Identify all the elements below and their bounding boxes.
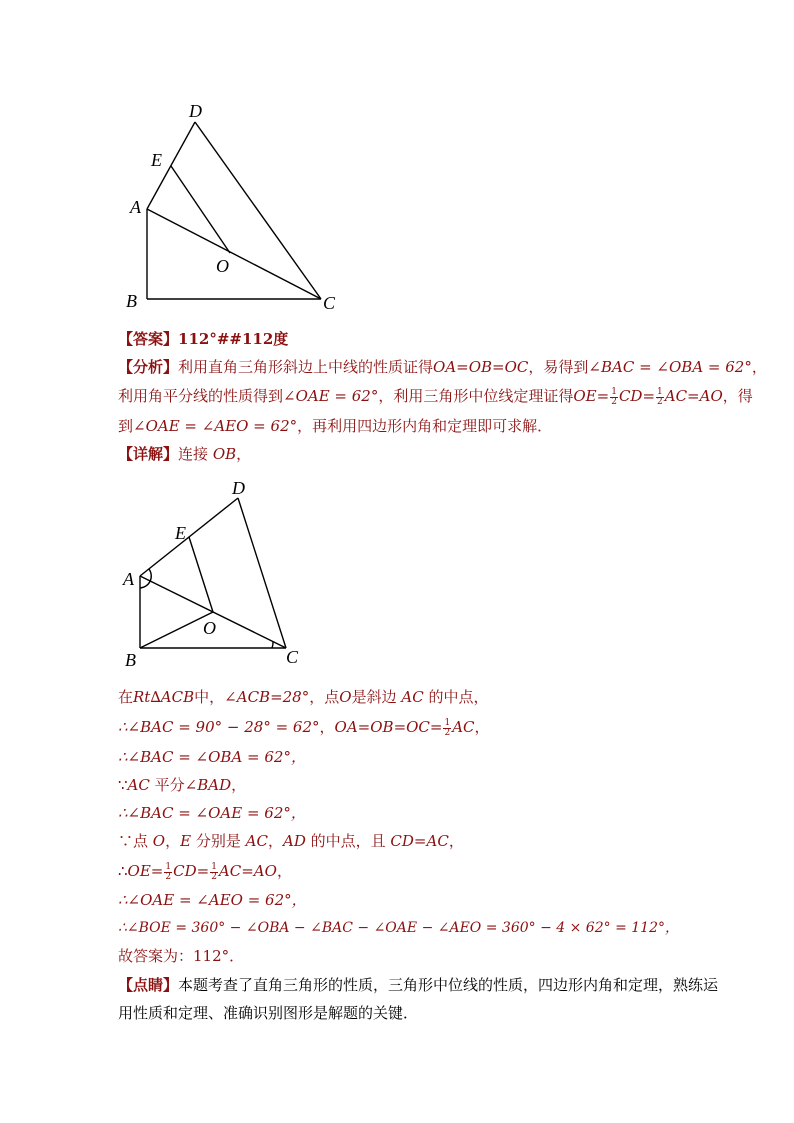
detail-text: ， <box>448 832 464 850</box>
detail-math: O <box>339 688 352 706</box>
label-c: C <box>286 647 299 667</box>
label-a: A <box>130 197 141 217</box>
detail-math: CD=AC <box>390 832 449 850</box>
detail-text: ， <box>276 862 292 880</box>
analysis-text: ，利用三角形中位线定理证得 <box>378 387 574 405</box>
detail-text: ∴ <box>118 862 128 880</box>
detail-text: ， <box>236 445 252 463</box>
detail-step-1 <box>118 687 488 707</box>
comment-line-2: 用性质和定理、准确识别图形是解题的关键． <box>118 1004 419 1022</box>
answer-tag: 【答案】 <box>118 330 179 348</box>
segment-eo <box>171 166 230 253</box>
segment-dc <box>238 498 286 648</box>
detail-math: AC <box>452 718 475 736</box>
comment-text: 本题考查了直角三角形的性质，三角形中位线的性质，四边形内角和定理，熟练运 <box>178 976 719 994</box>
analysis-text: ，得 <box>722 387 753 405</box>
final-answer: 112° <box>193 947 230 965</box>
figure-quadrilateral-1 <box>110 95 350 315</box>
detail-step-8: ∴∠OAE = ∠AEO = 62°， <box>118 891 307 909</box>
label-d: D <box>232 478 245 498</box>
detail-text: 故答案为： <box>118 947 194 965</box>
detail-math: OA=OB=OC= <box>334 718 443 736</box>
fraction-half: $\frac{1}{2}$ <box>611 386 617 407</box>
detail-math: CD= <box>173 862 210 880</box>
detail-math: ∠BAD <box>184 776 232 794</box>
answer-line <box>118 329 288 349</box>
analysis-math: AC=AO <box>664 387 723 405</box>
detail-math: O <box>152 832 166 850</box>
detail-math: OE= <box>127 862 164 880</box>
analysis-math: ∠OAE = ∠AEO = 62° <box>133 417 298 435</box>
fraction-half: $\frac{1}{2}$ <box>657 386 663 407</box>
label-b: B <box>125 650 136 670</box>
analysis-math: OA=OB=OC <box>433 358 529 376</box>
detail-math: E <box>180 832 192 850</box>
detail-math: AD <box>282 832 306 850</box>
label-b: B <box>126 291 137 311</box>
detail-step-9: ∴∠BOE = 360° − ∠OBA − ∠BAC − ∠OAE − ∠AEO = 360° − 4 × 62° = 112°， <box>118 920 679 936</box>
detail-step-7 <box>118 861 292 882</box>
detail-text: ∵ <box>118 776 128 794</box>
detail-text: 分别是 <box>195 832 241 850</box>
label-d: D <box>189 101 202 121</box>
detail-step-4 <box>118 775 246 795</box>
segment-eo <box>189 537 213 612</box>
analysis-math: ∠BAC = ∠OBA = 62° <box>588 358 752 376</box>
analysis-tag: 【分析】 <box>118 358 179 376</box>
angle-arc-c <box>272 642 273 648</box>
detail-text: ∵点 <box>118 832 149 850</box>
comment-tag: 【点睛】 <box>118 976 179 994</box>
analysis-text: 利用直角三角形斜边上中线的性质证得 <box>178 358 434 376</box>
analysis-line-3 <box>118 416 552 436</box>
detail-text: 平分 <box>154 776 185 794</box>
segment-dc <box>195 122 321 299</box>
detail-text: 的中点， <box>428 688 489 706</box>
detail-math: AC <box>401 688 424 706</box>
detail-math: ∴∠BAC = 90° − 28° = 62° <box>118 718 320 736</box>
answer-value: 112°##112度 <box>178 330 289 348</box>
detail-text: ， <box>319 718 335 736</box>
analysis-math: ∠OAE = 62° <box>283 387 379 405</box>
fraction-half: $\frac{1}{2}$ <box>211 861 217 882</box>
detail-step-5: ∴∠BAC = ∠OAE = 62°， <box>118 804 306 822</box>
detail-text: 是斜边 <box>351 688 397 706</box>
detail-text: 在 <box>118 688 134 706</box>
detail-text: ， <box>231 776 247 794</box>
label-e: E <box>151 150 162 170</box>
analysis-text: 利用角平分线的性质得到 <box>118 387 284 405</box>
analysis-text: ， <box>751 358 767 376</box>
detail-intro <box>118 444 251 464</box>
detail-text: 的中点，且 <box>310 832 386 850</box>
fraction-half: $\frac{1}{2}$ <box>165 861 172 882</box>
detail-step-10 <box>118 946 244 966</box>
detail-text: 连接 <box>178 445 209 463</box>
detail-text: 中， <box>194 688 225 706</box>
detail-math: ∠ACB=28° <box>224 688 310 706</box>
label-a: A <box>123 569 134 589</box>
label-e: E <box>175 523 186 543</box>
figure-quadrilateral-2 <box>110 472 310 672</box>
detail-math: AC <box>245 832 268 850</box>
segment-ac <box>147 209 321 299</box>
label-o: O <box>203 618 216 638</box>
detail-text: ， <box>165 832 181 850</box>
detail-step-3: ∴∠BAC = ∠OBA = 62°， <box>118 748 306 766</box>
detail-text: ，点 <box>309 688 340 706</box>
comment-line-1 <box>118 975 718 995</box>
detail-math: OB <box>212 445 237 463</box>
analysis-math: CD= <box>618 387 656 405</box>
detail-text: ， <box>267 832 283 850</box>
analysis-math: OE= <box>573 387 610 405</box>
analysis-text: ，易得到 <box>528 358 589 376</box>
analysis-line-2 <box>118 386 753 407</box>
label-c: C <box>323 293 336 313</box>
analysis-text: ，再利用四边形内角和定理即可求解． <box>297 417 553 435</box>
analysis-line-1 <box>118 357 767 377</box>
fraction-half: $\frac{1}{2}$ <box>444 717 451 738</box>
detail-text: ， <box>474 718 490 736</box>
detail-step-2 <box>118 717 490 738</box>
analysis-text: 到 <box>118 417 134 435</box>
detail-step-6 <box>118 831 464 851</box>
detail-tag: 【详解】 <box>118 445 179 463</box>
detail-math: AC=AO <box>218 862 277 880</box>
label-o: O <box>216 256 229 276</box>
detail-math: Rt∆ACB <box>133 688 195 706</box>
detail-text: ． <box>229 947 245 965</box>
detail-math: AC <box>127 776 150 794</box>
